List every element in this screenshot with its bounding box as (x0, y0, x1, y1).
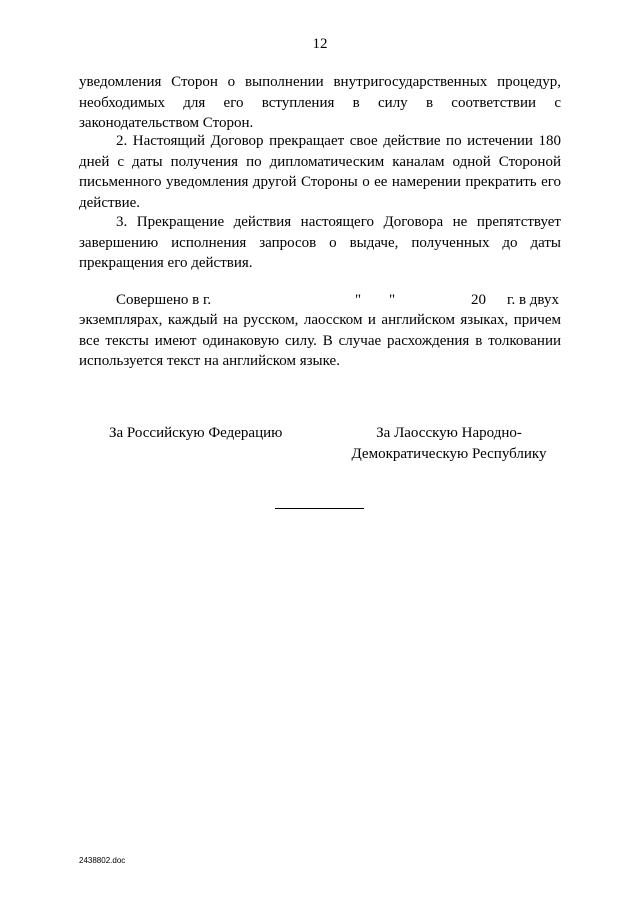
signature-laos-line-2: Демократическую Республику (351, 445, 547, 462)
signature-laos-line-1: За Лаосскую Народно- (376, 425, 522, 441)
signature-laos (344, 423, 554, 464)
paragraph-item-2: 2. Настоящий Договор прекращает свое действие по истечении 180 дней с даты получения по дипломатическим каналам одной Стороной письменного уведомления другой Стороны о ее намерении прекратить его действие. (79, 133, 561, 211)
date-quote-open: " (355, 292, 362, 308)
paragraph-item-3: 3. Прекращение действия настоящего Договора не препятствует завершению исполнения запросов о выдаче, полученных до даты прекращения его действия. (79, 214, 561, 271)
done-at-suffix: г. в двух (507, 292, 559, 308)
page-number: 12 (312, 36, 328, 52)
end-rule (275, 508, 364, 509)
paragraph-done-rest: экземплярах, каждый на русском, лаосском и английском языках, причем все тексты имеют одинаковую силу. В случае расхождения в толковании используется текст на английском языке. (79, 312, 561, 369)
done-at-prefix: Совершено в г. (116, 292, 212, 308)
date-year: 20 (471, 292, 486, 308)
signature-russia: За Российскую Федерацию (109, 425, 283, 441)
date-quote-close: " (389, 292, 396, 308)
done-at-line (79, 290, 561, 310)
footer-file-name: 2438802.doc (79, 856, 126, 865)
paragraph-continuation: уведомления Сторон о выполнении внутригосударственных процедур, необходимых для его вступления в силу в соответствии с законодательством Сторон. (79, 74, 561, 131)
